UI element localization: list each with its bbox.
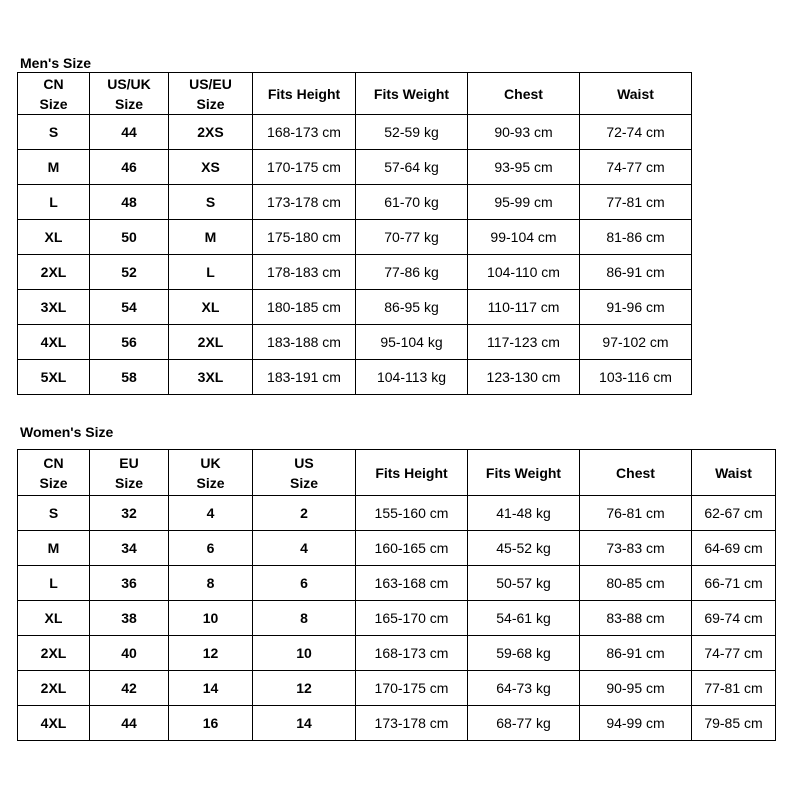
measurement-cell: 64-69 cm <box>692 531 776 566</box>
measurement-cell: 160-165 cm <box>356 531 468 566</box>
measurement-cell: 178-183 cm <box>253 255 356 290</box>
measurement-cell: 165-170 cm <box>356 601 468 636</box>
men-header-cell: Chest <box>468 73 580 115</box>
measurement-cell: 97-102 cm <box>580 325 692 360</box>
measurement-cell: 168-173 cm <box>356 636 468 671</box>
women-header-cell: Fits Height <box>356 450 468 496</box>
women-size-table <box>17 449 776 741</box>
size-label-cell: 4XL <box>18 325 90 360</box>
size-label-cell: 8 <box>253 601 356 636</box>
men-header-row <box>18 73 692 115</box>
measurement-cell: 95-104 kg <box>356 325 468 360</box>
measurement-cell: 64-73 kg <box>468 671 580 706</box>
size-label-cell: XL <box>169 290 253 325</box>
size-label-cell: 14 <box>253 706 356 741</box>
size-label-cell: 8 <box>169 566 253 601</box>
size-label-cell: 10 <box>169 601 253 636</box>
size-label-cell: L <box>18 566 90 601</box>
size-label-cell: 46 <box>90 150 169 185</box>
size-label-cell: 14 <box>169 671 253 706</box>
size-label-cell: 44 <box>90 115 169 150</box>
measurement-cell: 103-116 cm <box>580 360 692 395</box>
size-label-cell: M <box>18 531 90 566</box>
size-label-cell: 12 <box>253 671 356 706</box>
size-label-cell: XS <box>169 150 253 185</box>
measurement-cell: 173-178 cm <box>356 706 468 741</box>
men-size-title: Men's Size <box>20 55 92 71</box>
men-header-cell: US/UK Size <box>90 73 169 115</box>
measurement-cell: 52-59 kg <box>356 115 468 150</box>
measurement-cell: 110-117 cm <box>468 290 580 325</box>
measurement-cell: 81-86 cm <box>580 220 692 255</box>
size-label-cell: S <box>169 185 253 220</box>
measurement-cell: 69-74 cm <box>692 601 776 636</box>
measurement-cell: 123-130 cm <box>468 360 580 395</box>
measurement-cell: 170-175 cm <box>253 150 356 185</box>
measurement-cell: 86-95 kg <box>356 290 468 325</box>
size-label-cell: 4 <box>169 496 253 531</box>
size-label-cell: 50 <box>90 220 169 255</box>
men-size-table <box>17 72 692 395</box>
measurement-cell: 73-83 cm <box>580 531 692 566</box>
size-label-cell: 2XL <box>18 671 90 706</box>
measurement-cell: 57-64 kg <box>356 150 468 185</box>
table-row <box>18 496 776 531</box>
size-label-cell: 44 <box>90 706 169 741</box>
measurement-cell: 50-57 kg <box>468 566 580 601</box>
size-label-cell: 38 <box>90 601 169 636</box>
measurement-cell: 62-67 cm <box>692 496 776 531</box>
measurement-cell: 74-77 cm <box>580 150 692 185</box>
measurement-cell: 70-77 kg <box>356 220 468 255</box>
measurement-cell: 83-88 cm <box>580 601 692 636</box>
measurement-cell: 59-68 kg <box>468 636 580 671</box>
size-label-cell: 5XL <box>18 360 90 395</box>
measurement-cell: 183-188 cm <box>253 325 356 360</box>
size-label-cell: 54 <box>90 290 169 325</box>
measurement-cell: 163-168 cm <box>356 566 468 601</box>
women-header-row <box>18 450 776 496</box>
measurement-cell: 180-185 cm <box>253 290 356 325</box>
measurement-cell: 86-91 cm <box>580 255 692 290</box>
measurement-cell: 168-173 cm <box>253 115 356 150</box>
measurement-cell: 94-99 cm <box>580 706 692 741</box>
measurement-cell: 183-191 cm <box>253 360 356 395</box>
size-label-cell: 34 <box>90 531 169 566</box>
size-label-cell: 32 <box>90 496 169 531</box>
women-header-cell: US Size <box>253 450 356 496</box>
measurement-cell: 79-85 cm <box>692 706 776 741</box>
measurement-cell: 93-95 cm <box>468 150 580 185</box>
table-row <box>18 115 692 150</box>
measurement-cell: 74-77 cm <box>692 636 776 671</box>
size-label-cell: 56 <box>90 325 169 360</box>
size-label-cell: 2XL <box>18 636 90 671</box>
measurement-cell: 72-74 cm <box>580 115 692 150</box>
measurement-cell: 155-160 cm <box>356 496 468 531</box>
size-label-cell: XL <box>18 601 90 636</box>
measurement-cell: 86-91 cm <box>580 636 692 671</box>
size-label-cell: 4 <box>253 531 356 566</box>
measurement-cell: 54-61 kg <box>468 601 580 636</box>
size-label-cell: 6 <box>253 566 356 601</box>
measurement-cell: 117-123 cm <box>468 325 580 360</box>
women-header-cell: EU Size <box>90 450 169 496</box>
men-header-cell: US/EU Size <box>169 73 253 115</box>
size-label-cell: 36 <box>90 566 169 601</box>
measurement-cell: 45-52 kg <box>468 531 580 566</box>
measurement-cell: 104-113 kg <box>356 360 468 395</box>
table-row <box>18 150 692 185</box>
size-label-cell: M <box>169 220 253 255</box>
size-label-cell: 42 <box>90 671 169 706</box>
table-row <box>18 360 692 395</box>
measurement-cell: 90-93 cm <box>468 115 580 150</box>
table-row <box>18 255 692 290</box>
size-label-cell: 16 <box>169 706 253 741</box>
size-label-cell: 10 <box>253 636 356 671</box>
size-label-cell: S <box>18 115 90 150</box>
women-header-cell: Waist <box>692 450 776 496</box>
size-label-cell: M <box>18 150 90 185</box>
measurement-cell: 173-178 cm <box>253 185 356 220</box>
size-label-cell: 2XS <box>169 115 253 150</box>
measurement-cell: 91-96 cm <box>580 290 692 325</box>
measurement-cell: 68-77 kg <box>468 706 580 741</box>
measurement-cell: 77-86 kg <box>356 255 468 290</box>
table-row <box>18 290 692 325</box>
size-label-cell: L <box>18 185 90 220</box>
measurement-cell: 80-85 cm <box>580 566 692 601</box>
size-label-cell: 4XL <box>18 706 90 741</box>
table-row <box>18 185 692 220</box>
size-label-cell: XL <box>18 220 90 255</box>
size-label-cell: 40 <box>90 636 169 671</box>
table-row <box>18 325 692 360</box>
measurement-cell: 104-110 cm <box>468 255 580 290</box>
size-label-cell: 3XL <box>18 290 90 325</box>
table-row <box>18 601 776 636</box>
table-row <box>18 531 776 566</box>
measurement-cell: 66-71 cm <box>692 566 776 601</box>
measurement-cell: 76-81 cm <box>580 496 692 531</box>
size-label-cell: 2XL <box>18 255 90 290</box>
measurement-cell: 77-81 cm <box>692 671 776 706</box>
measurement-cell: 41-48 kg <box>468 496 580 531</box>
table-row <box>18 671 776 706</box>
size-label-cell: S <box>18 496 90 531</box>
size-label-cell: 52 <box>90 255 169 290</box>
women-header-cell: Fits Weight <box>468 450 580 496</box>
men-header-cell: CN Size <box>18 73 90 115</box>
measurement-cell: 99-104 cm <box>468 220 580 255</box>
men-header-cell: Fits Height <box>253 73 356 115</box>
table-row <box>18 220 692 255</box>
measurement-cell: 170-175 cm <box>356 671 468 706</box>
measurement-cell: 175-180 cm <box>253 220 356 255</box>
measurement-cell: 95-99 cm <box>468 185 580 220</box>
men-header-cell: Fits Weight <box>356 73 468 115</box>
measurement-cell: 61-70 kg <box>356 185 468 220</box>
size-label-cell: 3XL <box>169 360 253 395</box>
table-row <box>18 566 776 601</box>
size-label-cell: 2 <box>253 496 356 531</box>
women-header-cell: UK Size <box>169 450 253 496</box>
table-row <box>18 636 776 671</box>
size-label-cell: 2XL <box>169 325 253 360</box>
size-label-cell: 48 <box>90 185 169 220</box>
women-header-cell: Chest <box>580 450 692 496</box>
measurement-cell: 90-95 cm <box>580 671 692 706</box>
size-label-cell: 58 <box>90 360 169 395</box>
size-label-cell: L <box>169 255 253 290</box>
women-header-cell: CN Size <box>18 450 90 496</box>
size-label-cell: 12 <box>169 636 253 671</box>
table-row <box>18 706 776 741</box>
size-label-cell: 6 <box>169 531 253 566</box>
women-size-title: Women's Size <box>20 424 114 440</box>
measurement-cell: 77-81 cm <box>580 185 692 220</box>
men-header-cell: Waist <box>580 73 692 115</box>
